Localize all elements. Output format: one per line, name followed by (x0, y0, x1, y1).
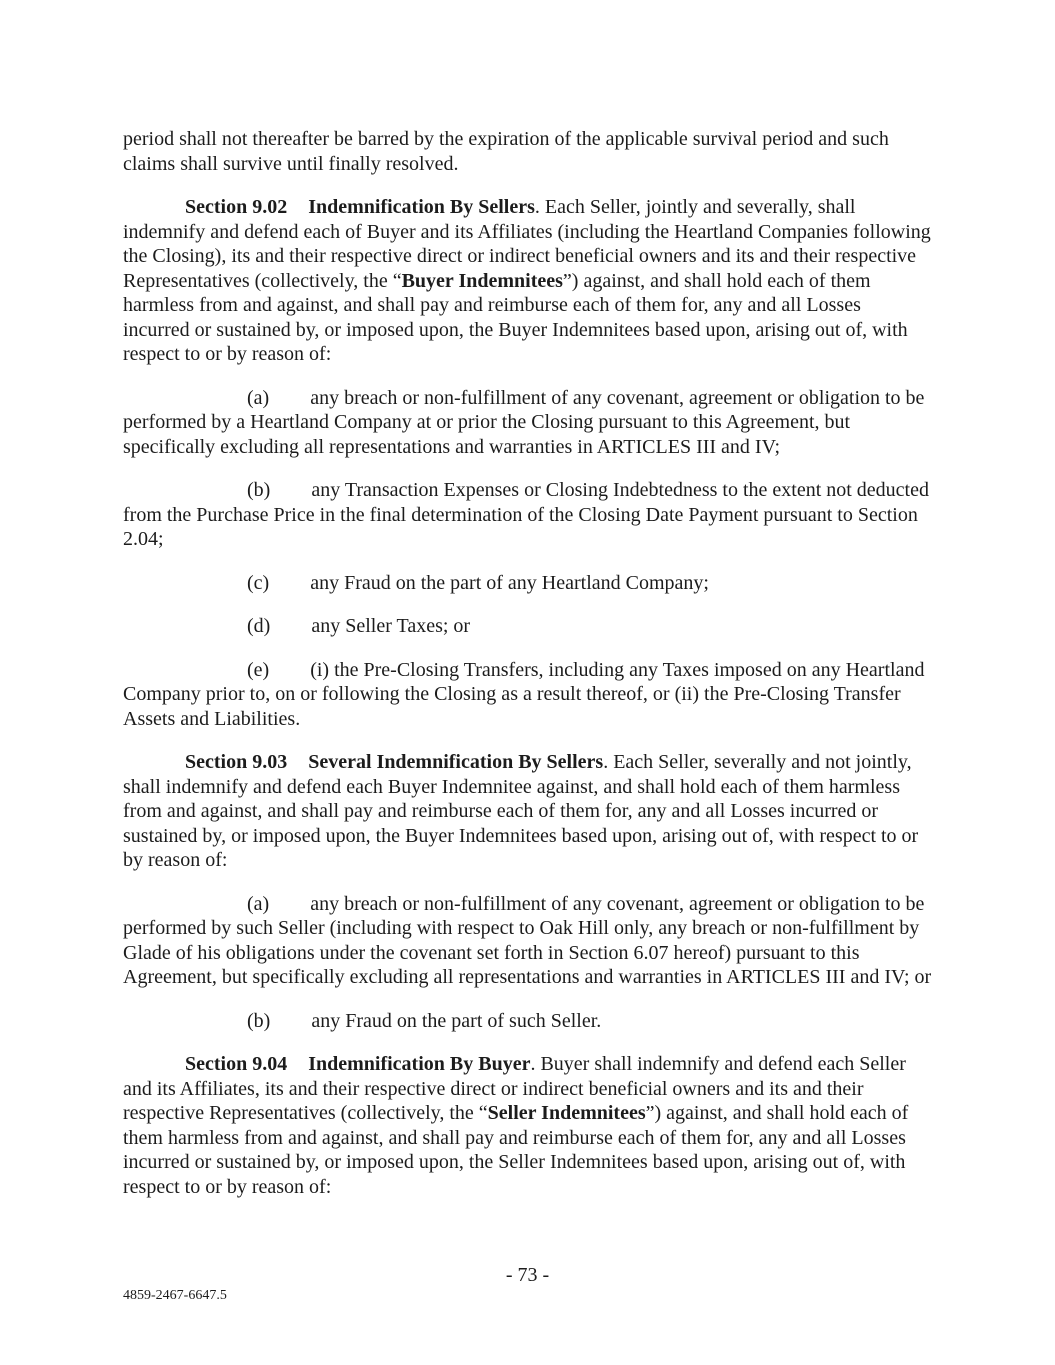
section-9-03-paragraph (123, 750, 932, 873)
section-number: Section 9.02 (185, 196, 288, 218)
list-item-903-a (123, 892, 932, 990)
doc-id: 4859-2467-6647.5 (123, 1288, 227, 1303)
list-item-902-a (123, 386, 932, 460)
list-item-902-c (123, 571, 932, 596)
text-run: . Each Seller, severally and not jointly, shall indemnify and defend each Buyer Indemnitee against, and shall hold each of them harmless from and against, and shall pay and reimburse each of them for, any and all Losses incurred or sustained by, or imposed upon, the Buyer Indemnitees based upon, arising out of, with respect to or by reason of: (123, 751, 919, 871)
item-label: (c) (247, 571, 270, 594)
list-item-903-b (123, 1009, 932, 1034)
text-run: . Each Seller, jointly and severally, shall indemnify and defend each of Buyer and its Affiliates (including the Heartland Companies following the Closing), its and their respective direct or indirect beneficial owners and its and their respective Representatives (collectively, the “ (123, 196, 931, 292)
paragraph-survival-continuation (123, 127, 932, 176)
item-label: (b) (247, 1009, 271, 1032)
section-9-04-paragraph (123, 1052, 932, 1199)
item-text: any breach or non-fulfillment of any covenant, agreement or obligation to be performed by a Heartland Company at or prior the Closing pursuant to this Agreement, but specifically excluding all representations and warranties in ARTICLES III and IV; (123, 386, 925, 458)
list-item-902-d (123, 614, 932, 639)
text-run: period shall not thereafter be barred by the expiration of the applicable survival period and such claims shall survive until finally resolved. (123, 128, 889, 175)
list-item-902-e (123, 658, 932, 732)
section-title: Indemnification By Sellers (308, 196, 535, 218)
defined-term-buyer-indemnitees: Buyer Indemnitees (401, 269, 563, 292)
item-text: any Seller Taxes; or (311, 615, 471, 637)
item-label: (a) (247, 386, 270, 409)
item-text: any breach or non-fulfillment of any covenant, agreement or obligation to be performed by such Seller (including with respect to Oak Hill only, any breach or non-fulfillment by Glade of his obligations under the covenant set forth in Section 6.07 hereof) pursuant to this Agreement, but specifically excluding all representations and warranties in ARTICLES III and IV; or (123, 892, 932, 988)
text-run: ”) against, and shall hold each of them harmless from and against, and shall pay and reimburse each of them for, any and all Losses incurred or sustained by, or imposed upon, the Buyer Indemnitees based upon, arising out of, with respect to or by reason of: (123, 269, 908, 365)
section-9-02-paragraph (123, 195, 932, 367)
item-text: any Fraud on the part of such Seller. (311, 1009, 602, 1032)
section-number: Section 9.04 (185, 1053, 288, 1075)
item-text: any Transaction Expenses or Closing Indebtedness to the extent not deducted from the Purchase Price in the final determination of the Closing Date Payment pursuant to Section 2.04; (123, 479, 929, 550)
item-text: any Fraud on the part of any Heartland Company; (310, 571, 709, 594)
text-run: ”) against, and shall hold each of them harmless from and against, and shall pay and reimburse each of them for, any and all Losses incurred or sustained by, or imposed upon, the Seller Indemnitees based upon, arising out of, with respect to or by reason of: (123, 1102, 909, 1198)
section-title: Several Indemnification By Sellers (308, 751, 604, 773)
list-item-902-b (123, 478, 932, 552)
defined-term-seller-indemnitees: Seller Indemnitees (487, 1102, 646, 1124)
item-label: (b) (247, 479, 271, 501)
section-title: Indemnification By Buyer (308, 1053, 531, 1075)
item-label: (a) (247, 892, 270, 915)
page-number: - 73 - (505, 1264, 550, 1286)
item-text: (i) the Pre-Closing Transfers, including any Taxes imposed on any Heartland Company prior to, on or following the Closing as a result thereof, or (ii) the Pre-Closing Transfer Assets and Liabilities. (123, 658, 925, 730)
item-label: (d) (247, 615, 271, 637)
section-number: Section 9.03 (185, 751, 288, 773)
item-label: (e) (247, 658, 270, 681)
text-run: . Buyer shall indemnify and defend each Seller and its Affiliates, its and their respective direct or indirect beneficial owners and its and their respective Representatives (collectively, the “ (123, 1053, 906, 1124)
